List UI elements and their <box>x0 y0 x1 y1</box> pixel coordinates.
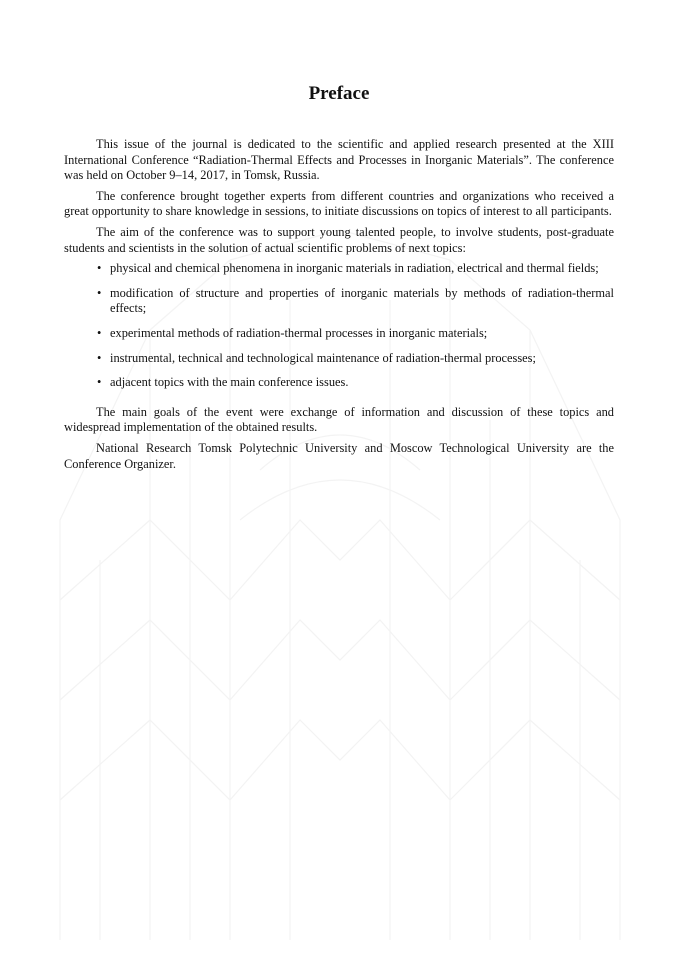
topic-text: instrumental, technical and technological maintenance of radiation-thermal processes; <box>110 350 536 365</box>
topic-text: experimental methods of radiation-thermal processes in inorganic materials; <box>110 325 488 340</box>
bullet-icon: • <box>97 261 102 276</box>
bullet-icon: • <box>97 285 102 300</box>
topic-text: modification of structure and properties of inorganic materials by methods of radiation-thermal effects; <box>110 285 614 316</box>
topic-text: physical and chemical phenomena in inorganic materials in radiation, electrical and thermal fields; <box>110 261 599 276</box>
intro-paragraph: This issue of the journal is dedicated to the scientific and applied research presented at the XIII International Conference “Radiation-Thermal Effects and Processes in Inorganic Materials”. The conference was held on October 9–14, 2017, in Tomsk, Russia. <box>64 137 614 183</box>
list-item <box>64 375 614 391</box>
list-item <box>64 326 614 342</box>
topic-text: adjacent topics with the main conference issues. <box>110 375 349 390</box>
participants-paragraph: The conference brought together experts from different countries and organizations who received a great opportunity to share knowledge in sessions, to initiate discussions on topics of interest to all participants. <box>64 188 614 219</box>
topics-list <box>64 261 614 391</box>
list-item <box>64 286 614 317</box>
bullet-icon: • <box>97 375 102 390</box>
goals-paragraph: The main goals of the event were exchange of information and discussion of these topics and widespread implementation of the obtained results. <box>64 404 614 435</box>
list-item <box>64 261 614 277</box>
bullet-icon: • <box>97 325 102 340</box>
page-title: Preface <box>308 83 370 104</box>
organizer-paragraph: National Research Tomsk Polytechnic University and Moscow Technological University are the Conference Organizer. <box>64 440 614 471</box>
preface-content <box>64 82 614 477</box>
list-item <box>64 351 614 367</box>
aim-paragraph: The aim of the conference was to support young talented people, to involve students, post-graduate students and scientists in the solution of actual scientific problems of next topics: <box>64 224 614 255</box>
bullet-icon: • <box>97 350 102 365</box>
